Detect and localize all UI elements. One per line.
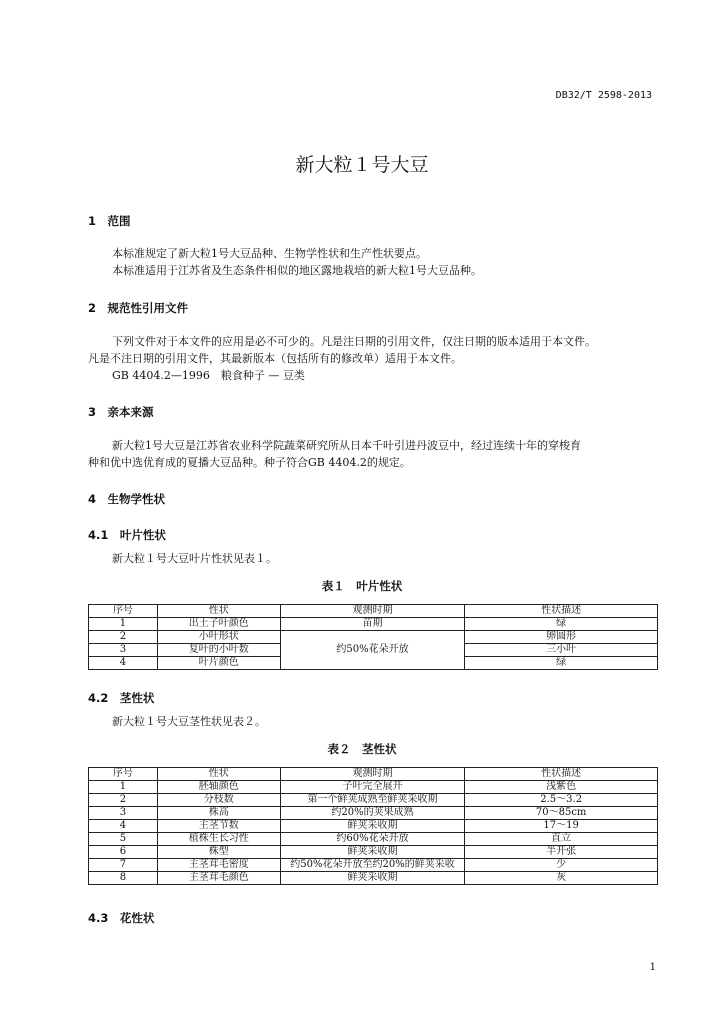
table-row — [89, 631, 658, 644]
table-cell: 4 — [89, 657, 158, 670]
table-cell: 半开张 — [465, 846, 658, 859]
section-4-2-heading: 4.2 茎性状 — [88, 691, 155, 705]
table-cell: 绿 — [465, 618, 658, 631]
table-row — [89, 781, 658, 794]
standard-number: DB32/T 2598-2013 — [555, 90, 652, 101]
table-1-caption: 表１ 叶片性状 — [321, 579, 403, 593]
table-cell: 少 — [465, 859, 658, 872]
table-cell: 3 — [89, 644, 158, 657]
table-cell: 绿 — [465, 657, 658, 670]
table-header-row — [89, 768, 658, 781]
table-cell: 苗期 — [280, 618, 465, 631]
table-cell: 主茎茸毛密度 — [157, 859, 280, 872]
table-cell: 灰 — [465, 872, 658, 885]
table-1-leaf-traits — [88, 604, 658, 670]
table-cell: 2 — [89, 794, 158, 807]
table-cell: 鲜荚采收期 — [280, 846, 465, 859]
section-1-para-1: 本标准规定了新大粒1号大豆品种、生物学性状和生产性状要点。 — [112, 247, 427, 260]
table-header-cell: 序号 — [89, 605, 158, 618]
table-cell: 分枝数 — [157, 794, 280, 807]
table-cell: 17～19 — [465, 820, 658, 833]
table-cell: 株型 — [157, 846, 280, 859]
table-header-cell: 观测时期 — [280, 768, 465, 781]
table-row — [89, 846, 658, 859]
section-1-heading: 1 范围 — [88, 214, 131, 228]
section-4-1-text: 新大粒１号大豆叶片性状见表１。 — [112, 552, 277, 565]
table-row — [89, 807, 658, 820]
table-cell: 2 — [89, 631, 158, 644]
document-title: 新大粒１号大豆 — [295, 154, 429, 176]
normative-reference: GB 4404.2—1996 粮食种子 — 豆类 — [112, 369, 305, 382]
table-cell: 主茎节数 — [157, 820, 280, 833]
table-cell: 鲜荚采收期 — [280, 872, 465, 885]
table-cell: 约60%花朵开放 — [280, 833, 465, 846]
table-header-cell: 性状 — [157, 768, 280, 781]
table-cell: 直立 — [465, 833, 658, 846]
table-cell: 4 — [89, 820, 158, 833]
section-4-heading: 4 生物学性状 — [88, 492, 166, 506]
page-number: 1 — [649, 962, 656, 973]
table-header-cell: 性状描述 — [465, 605, 658, 618]
table-cell: 复叶的小叶数 — [157, 644, 280, 657]
table-cell: 2.5～3.2 — [465, 794, 658, 807]
table-cell: 小叶形状 — [157, 631, 280, 644]
table-cell: 1 — [89, 618, 158, 631]
table-cell: 70～85cm — [465, 807, 658, 820]
table-header-cell: 性状 — [157, 605, 280, 618]
table-cell: 约50%花朵开放至约20%的鲜荚采收 — [280, 859, 465, 872]
table-cell: 约20%的荚果成熟 — [280, 807, 465, 820]
table-header-cell: 性状描述 — [465, 768, 658, 781]
table-cell: 出土子叶颜色 — [157, 618, 280, 631]
table-cell: 1 — [89, 781, 158, 794]
table-cell: 植株生长习性 — [157, 833, 280, 846]
table-cell: 主茎茸毛颜色 — [157, 872, 280, 885]
table-row — [89, 618, 658, 631]
table-cell: 6 — [89, 846, 158, 859]
section-3-para-line-2: 种和优中选优育成的夏播大豆品种。种子符合GB 4404.2的规定。 — [88, 456, 411, 469]
table-cell: 三小叶 — [465, 644, 658, 657]
table-cell: 浅紫色 — [465, 781, 658, 794]
section-2-heading: 2 规范性引用文件 — [88, 301, 189, 315]
table-cell: 第一个鲜荚成熟至鲜荚采收期 — [280, 794, 465, 807]
table-cell-merged: 约50%花朵开放 — [280, 631, 465, 670]
section-2-para-line-2: 凡是不注日期的引用文件，其最新版本（包括所有的修改单）适用于本文件。 — [88, 352, 462, 365]
table-row — [89, 820, 658, 833]
table-row — [89, 833, 658, 846]
table-cell: 7 — [89, 859, 158, 872]
table-row — [89, 794, 658, 807]
section-4-2-text: 新大粒１号大豆茎性状见表２。 — [112, 715, 266, 728]
table-cell: 子叶完全展开 — [280, 781, 465, 794]
table-cell: 叶片颜色 — [157, 657, 280, 670]
section-3-para-line-1: 新大粒1号大豆是江苏省农业科学院蔬菜研究所从日本千叶引进丹波豆中，经过连续十年的穿梭育 — [112, 439, 581, 452]
section-2-para-line-1: 下列文件对于本文件的应用是必不可少的。凡是注日期的引用文件，仅注日期的版本适用于本文件。 — [112, 335, 596, 348]
section-3-heading: 3 亲本来源 — [88, 405, 154, 419]
table-2-stem-traits — [88, 767, 658, 885]
table-2-caption: 表２ 茎性状 — [327, 742, 397, 756]
table-header-row — [89, 605, 658, 618]
table-cell: 卵圆形 — [465, 631, 658, 644]
table-cell: 8 — [89, 872, 158, 885]
table-row — [89, 872, 658, 885]
table-header-cell: 序号 — [89, 768, 158, 781]
table-row — [89, 859, 658, 872]
table-cell: 胚轴颜色 — [157, 781, 280, 794]
table-cell: 株高 — [157, 807, 280, 820]
section-4-1-heading: 4.1 叶片性状 — [88, 528, 166, 542]
table-header-cell: 观测时期 — [280, 605, 465, 618]
section-1-para-2: 本标准适用于江苏省及生态条件相似的地区露地栽培的新大粒1号大豆品种。 — [112, 264, 482, 277]
table-cell: 3 — [89, 807, 158, 820]
table-cell: 5 — [89, 833, 158, 846]
table-cell: 鲜荚采收期 — [280, 820, 465, 833]
section-4-3-heading: 4.3 花性状 — [88, 911, 155, 925]
